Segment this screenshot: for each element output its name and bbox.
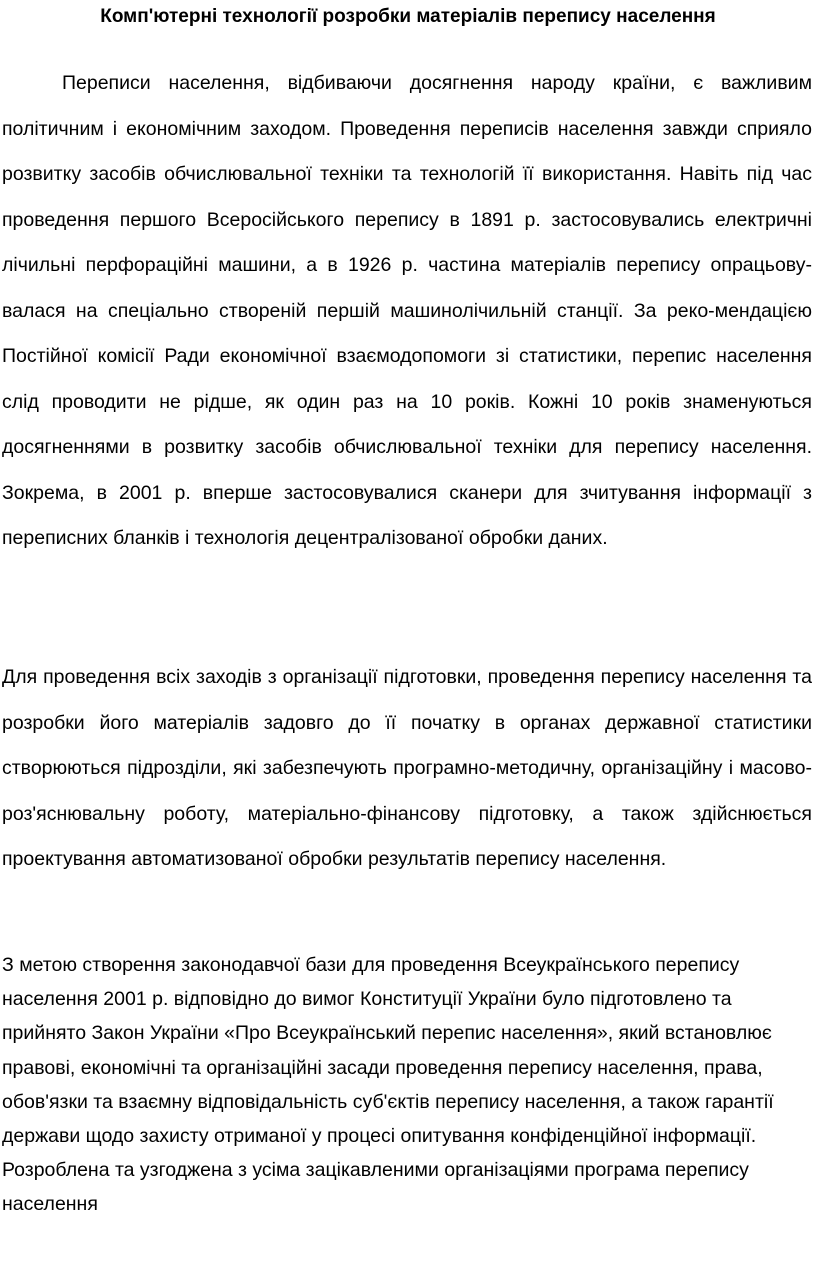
page-title: Комп'ютерні технології розробки матеріалів перепису населення <box>100 6 716 27</box>
paragraph-organization: Для проведення всіх заходів з організації підготовки, проведення перепису населення та розробки його матеріалів задовго до її початку в органах державної статистики створюються підрозділи, які забезпечують програмно-методичну, організаційну і масово-роз'яснювальну роботу, матеріально-фінансову підготовку, а також здійснюється проектування автоматизованої обробки результатів перепису населення. <box>2 666 812 870</box>
paragraph-history: Переписи населення, відбиваючи досягнення народу країни, є важливим політичним і економічним заходом. Проведення переписів населення завжди сприяло розвитку засобів обчислювальної техніки та технологій її використання. Навіть під час проведення першого Всеросійського перепису в 1891 р. застосовувались електричні лічильні перфораційні машини, а в 1926 р. частина матеріалів перепису опрацьову-валася на спеціально створеній першій машинолічильній станції. За реко-мендацією Постійної комісії Ради економічної взаємодопомоги зі статистики, перепис населення слід проводити не рідше, як один раз на 10 років. Кожні 10 років знаменуються досягненнями в розвитку засобів обчислювальної техніки для перепису населення. Зокрема, в 2001 р. вперше застосовувалися сканери для зчитування інформації з переписних бланків і технологія децентралізованої обробки даних. <box>2 72 812 549</box>
paragraph-legislation: З метою створення законодавчої бази для проведення Всеукраїнського перепису населення 2001 р. відповідно до вимог Конституції України було підготовлено та прийнято Закон України «Про Всеукраїнський перепис населення», який встановлює правові, економічні та організаційні засади проведення перепису населення, права, обов'язки та взаємну відповідальність суб'єктів перепису населення, а також гарантії держави щодо захисту отриманої у процесі опитування конфіденційної інформації. Розроблена та узгоджена з усіма зацікавленими організаціями програма перепису населення <box>2 954 774 1216</box>
